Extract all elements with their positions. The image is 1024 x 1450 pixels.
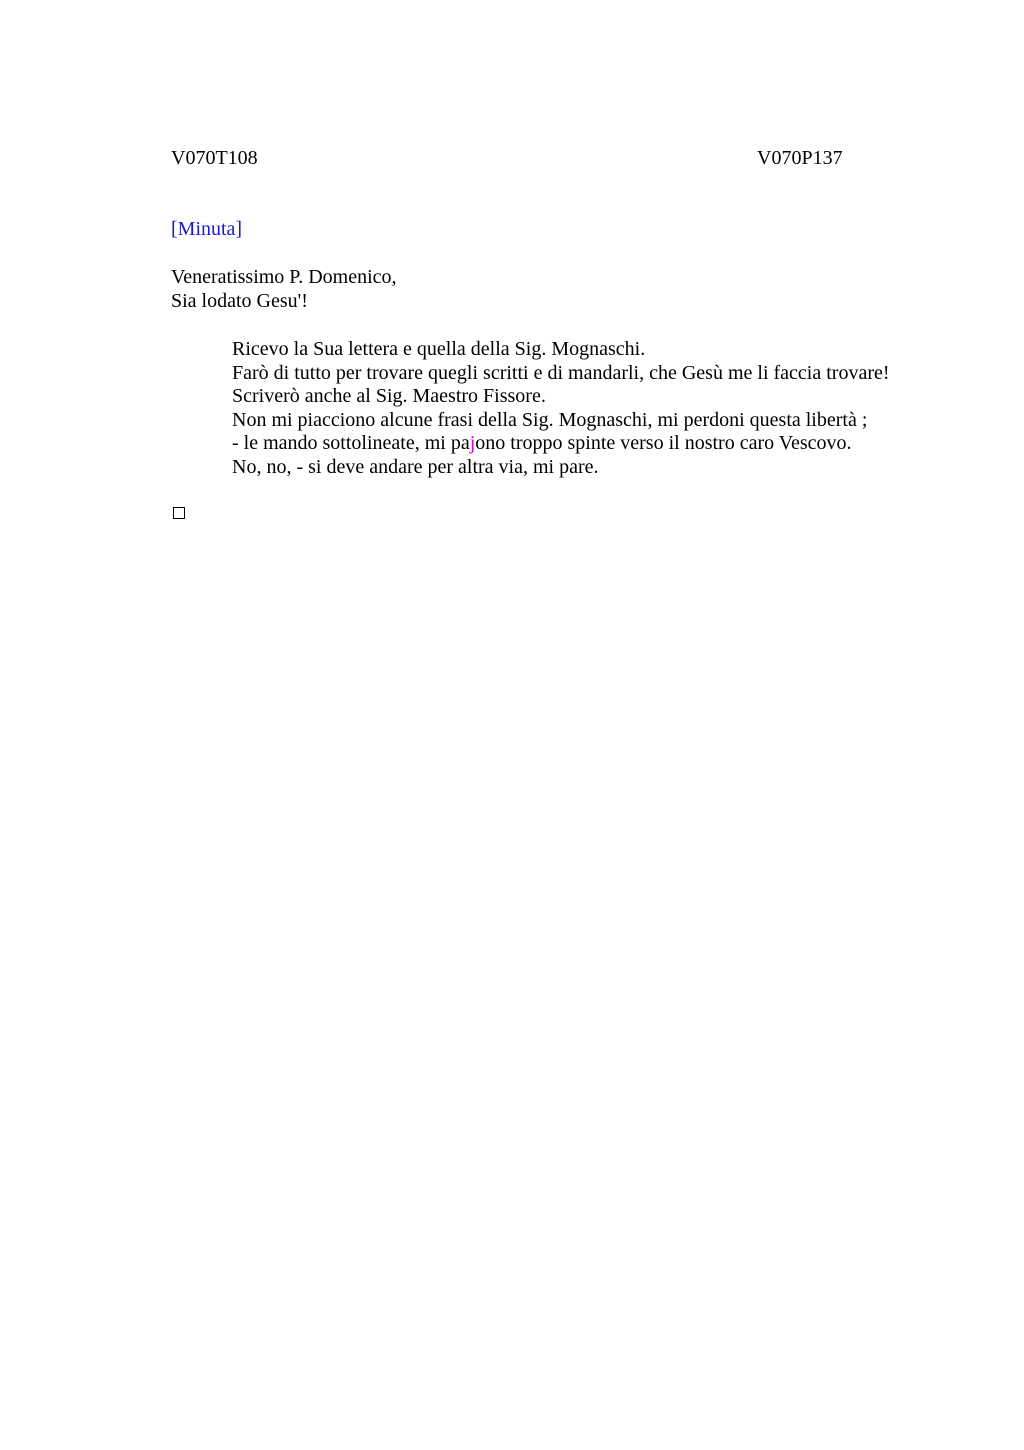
- body-line-3: Scriverò anche al Sig. Maestro Fissore.: [232, 385, 546, 408]
- body-line-5-start: - le mando sottolineate, mi pa: [232, 432, 470, 455]
- document-code-right: V070P137: [757, 147, 843, 169]
- salutation-line-2: Sia lodato Gesu'!: [171, 290, 308, 312]
- empty-square-icon: [173, 507, 185, 519]
- body-line-6: No, no, - si deve andare per altra via, mi pare.: [232, 455, 599, 478]
- salutation-line-1: Veneratissimo P. Domenico,: [171, 266, 397, 288]
- letter-body: [232, 337, 890, 479]
- body-line-2: Farò di tutto per trovare quegli scritti e di mandarli, che Gesù me li faccia trovare!: [232, 361, 890, 384]
- salutation: [171, 265, 397, 313]
- body-line-5: [232, 431, 890, 455]
- highlighted-letter: j: [469, 432, 476, 455]
- body-line-5-end: ono troppo spinte verso il nostro caro Vescovo.: [475, 432, 852, 455]
- body-line-4: Non mi piacciono alcune frasi della Sig. Mognaschi, mi perdoni questa libertà ;: [232, 408, 868, 431]
- body-line-1: Ricevo la Sua lettera e quella della Sig. Mognaschi.: [232, 338, 646, 360]
- minuta-label: [Minuta]: [171, 218, 243, 240]
- document-code-left: V070T108: [171, 147, 258, 169]
